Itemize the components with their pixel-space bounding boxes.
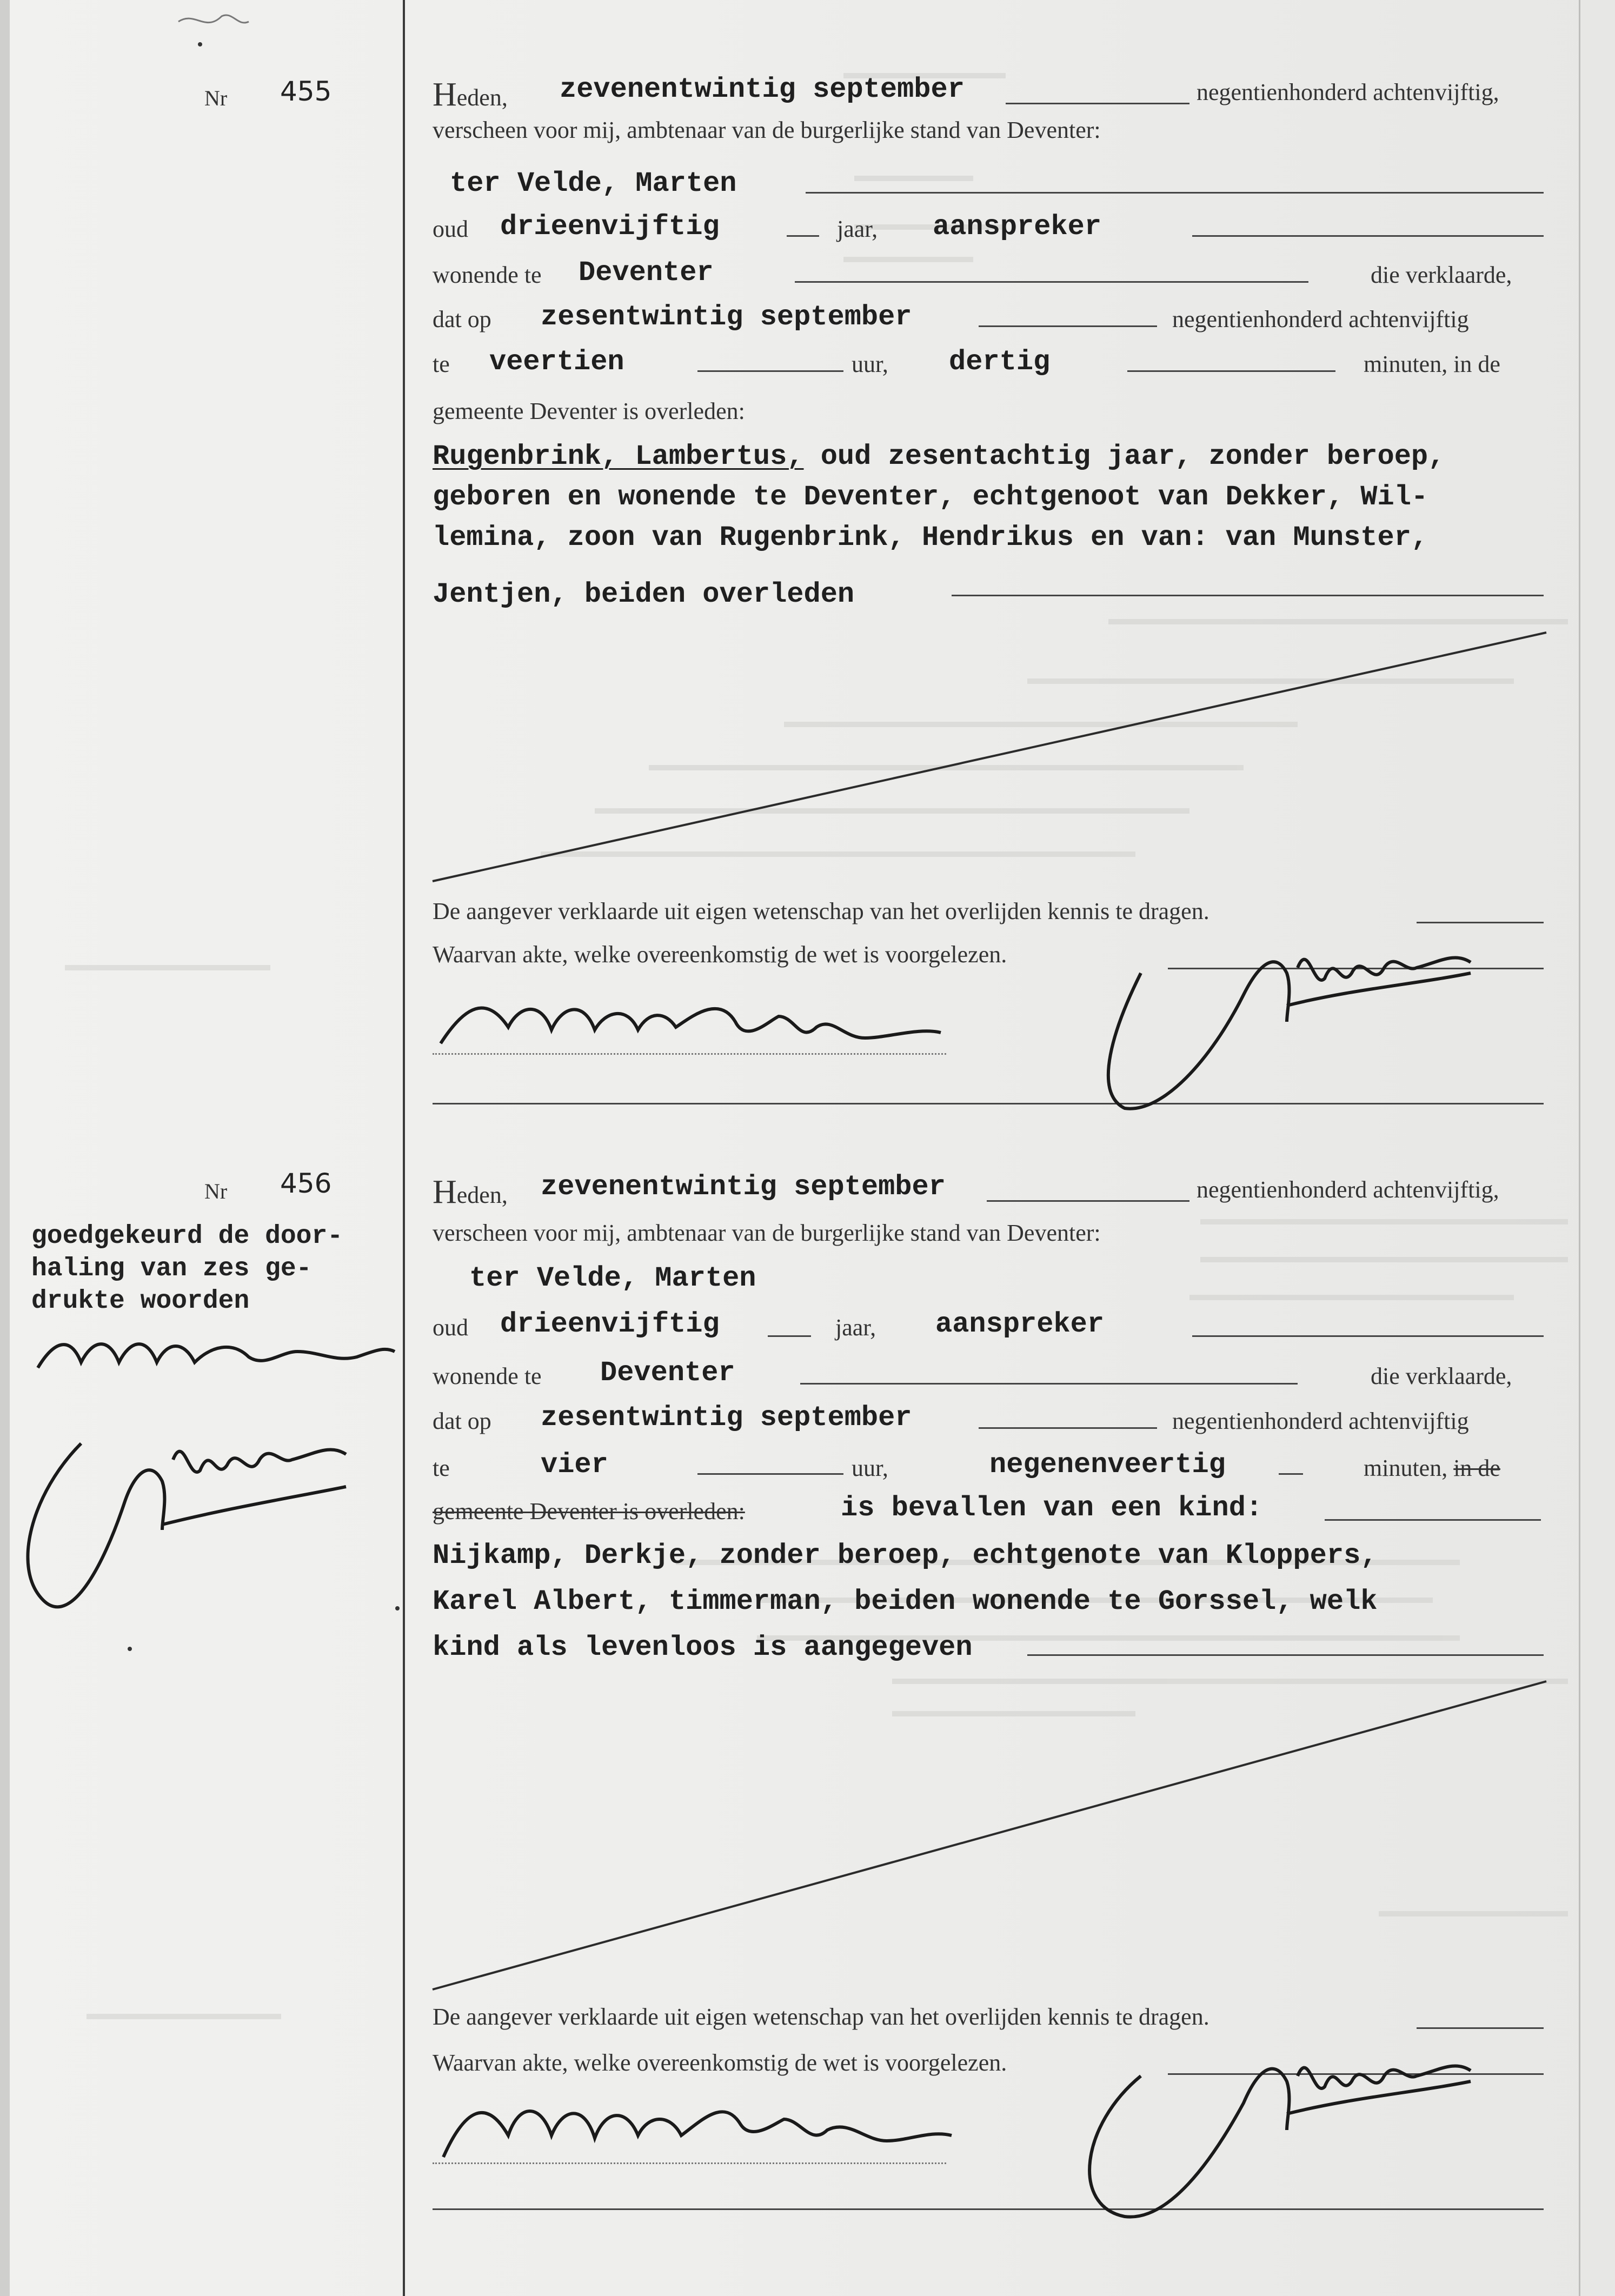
event-year: negentienhonderd achtenvijftig xyxy=(1172,1408,1469,1434)
informant-occupation: aanspreker xyxy=(935,1308,1105,1340)
margin-note-line: goedgekeurd de door- xyxy=(31,1222,343,1251)
event-hour: vier xyxy=(541,1449,608,1481)
uur-label: uur, xyxy=(852,1455,888,1481)
cancel-diagonal-stroke xyxy=(433,1681,1546,1989)
official-signature xyxy=(1089,2066,1471,2217)
informant-name: ter Velde, Marten xyxy=(450,168,737,199)
record-date: zevenentwintig september xyxy=(541,1171,946,1203)
jaar-label: jaar, xyxy=(837,216,878,242)
cancel-diagonal-stroke xyxy=(433,633,1546,881)
record-date: zevenentwintig september xyxy=(560,74,965,105)
gemeente-line-struck: gemeente Deventer is overleden: xyxy=(433,1498,745,1525)
record-number-label: Nr xyxy=(204,86,228,110)
heden-label: Heden, xyxy=(433,76,508,113)
wonende-label: wonende te xyxy=(433,262,542,288)
heden-rest: eden, xyxy=(456,1182,508,1208)
informant-name: ter Velde, Marten xyxy=(469,1262,756,1294)
body-line: lemina, zoon van Rugenbrink, Hendrikus en van: van Munster, xyxy=(433,522,1428,554)
te-label: te xyxy=(433,351,450,377)
heden-rest: eden, xyxy=(456,84,508,111)
event-minutes: dertig xyxy=(949,346,1051,378)
margin-note-line: drukte woorden xyxy=(31,1287,250,1316)
event-minutes: negenenveertig xyxy=(989,1449,1226,1481)
minuten-label: minuten, in de xyxy=(1364,351,1500,377)
jaar-label: jaar, xyxy=(835,1314,876,1341)
informant-age: drieenvijftig xyxy=(500,1308,720,1340)
body-line: geboren en wonende te Deventer, echtgenoot van Dekker, Wil- xyxy=(433,481,1428,513)
die-verklaarde: die verklaarde, xyxy=(1371,262,1512,288)
event-date: zesentwintig september xyxy=(541,301,912,333)
event-date: zesentwintig september xyxy=(541,1402,912,1434)
oud-label: oud xyxy=(433,1314,468,1341)
verscheen-line: verscheen voor mij, ambtenaar van de burgerlijke stand van Deventer: xyxy=(433,1220,1101,1246)
informant-occupation: aanspreker xyxy=(933,211,1102,243)
margin-official-signature xyxy=(28,1443,346,1607)
closing-statement: De aangever verklaarde uit eigen wetenschap van het overlijden kennis te dragen. xyxy=(433,2004,1209,2030)
closing-akte: Waarvan akte, welke overeenkomstig de wet is voorgelezen. xyxy=(433,2049,1007,2076)
margin-note-line: haling van zes ge- xyxy=(31,1254,312,1283)
record-number-label: Nr xyxy=(204,1179,228,1203)
record-year: negentienhonderd achtenvijftig, xyxy=(1197,1176,1499,1203)
oud-label: oud xyxy=(433,216,468,242)
uur-label: uur, xyxy=(852,351,888,377)
body-line: Nijkamp, Derkje, zonder beroep, echtgenote van Kloppers, xyxy=(433,1540,1378,1572)
dat-op-label: dat op xyxy=(433,1408,491,1434)
ink-dot xyxy=(395,1606,400,1610)
closing-akte: Waarvan akte, welke overeenkomstig de wet is voorgelezen. xyxy=(433,941,1007,968)
dat-op-label: dat op xyxy=(433,306,491,332)
wonende-label: wonende te xyxy=(433,1363,542,1389)
ink-dot xyxy=(128,1647,132,1651)
record-year: negentienhonderd achtenvijftig, xyxy=(1197,79,1499,105)
body-line: kind als levenloos is aangegeven xyxy=(433,1632,973,1663)
die-verklaarde: die verklaarde, xyxy=(1371,1363,1512,1389)
ink-dot xyxy=(198,42,202,46)
event-year: negentienhonderd achtenvijftig xyxy=(1172,306,1469,332)
informant-signature xyxy=(441,1008,941,1043)
gemeente-line: gemeente Deventer is overleden: xyxy=(433,398,745,424)
body-rest: oud zesentachtig jaar, zonder beroep, xyxy=(803,441,1445,472)
body-underlined-name: Rugenbrink, Lambertus, xyxy=(433,441,804,472)
body-line: Jentjen, beiden overleden xyxy=(433,578,855,610)
heden-label: Heden, xyxy=(433,1174,508,1210)
margin-initials-signature xyxy=(38,1344,395,1368)
informant-age: drieenvijftig xyxy=(500,211,720,243)
informant-residence: Deventer xyxy=(579,257,714,289)
minuten-text: minuten, xyxy=(1364,1455,1448,1481)
official-signature xyxy=(1108,957,1471,1108)
body-line: Karel Albert, timmerman, beiden wonende te Gorssel, welk xyxy=(433,1586,1378,1618)
struck-words: in de xyxy=(1453,1455,1500,1481)
te-label: te xyxy=(433,1455,450,1481)
event-hour: veertien xyxy=(489,346,624,378)
verscheen-line: verscheen voor mij, ambtenaar van de burgerlijke stand van Deventer: xyxy=(433,117,1101,143)
record-number-value: 456 xyxy=(280,1168,332,1199)
gemeente-replacement: is bevallen van een kind: xyxy=(841,1492,1263,1524)
closing-statement: De aangever verklaarde uit eigen wetenschap van het overlijden kennis te dragen. xyxy=(433,898,1209,924)
informant-residence: Deventer xyxy=(600,1357,735,1389)
record-number-value: 455 xyxy=(280,76,332,107)
corner-mark xyxy=(178,15,249,23)
informant-signature xyxy=(443,2111,952,2157)
